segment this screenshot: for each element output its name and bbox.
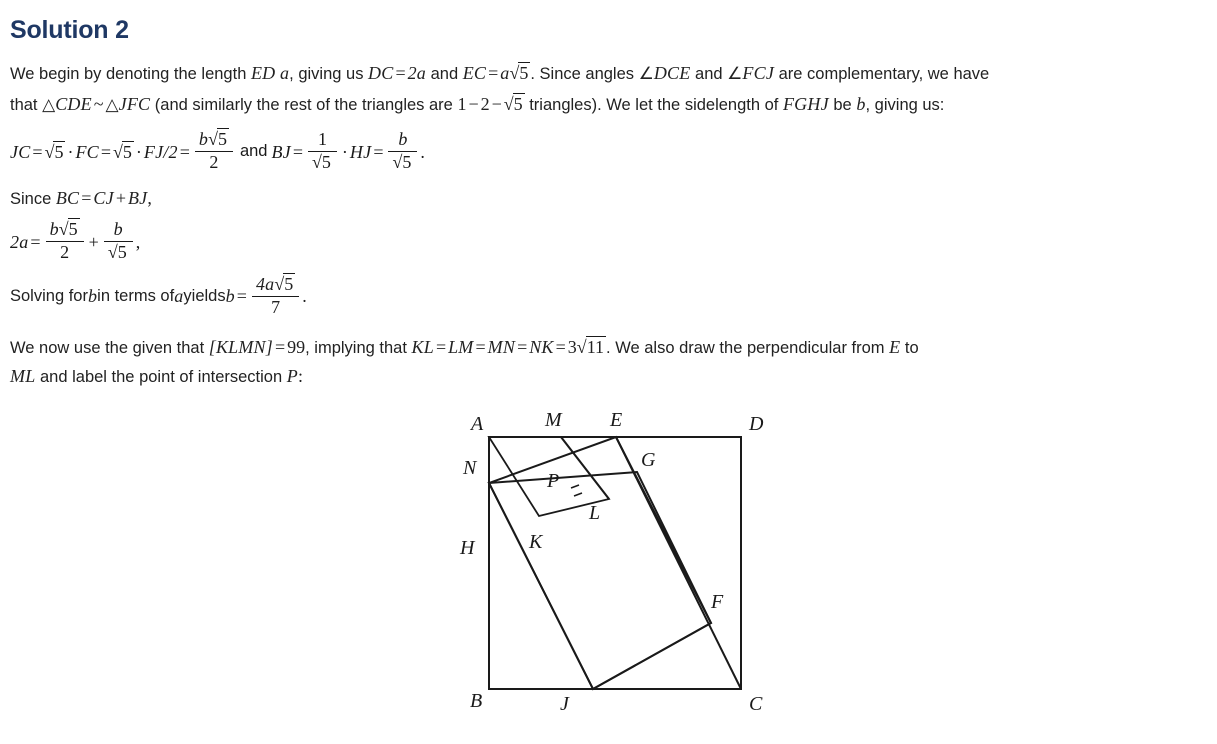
- math-JFC: JFC: [118, 94, 151, 115]
- fraction-numerator-4a: 4a: [255, 274, 275, 295]
- math-colon: :: [297, 366, 303, 387]
- math-similar: ~: [93, 94, 104, 115]
- text-segment: . We also draw the perpendicular from: [606, 339, 890, 358]
- math-MN: MN: [487, 337, 516, 358]
- right-angle-tick-1: [571, 485, 579, 488]
- math-equals: =: [81, 188, 92, 209]
- math-2a: 2a: [10, 231, 29, 252]
- fraction-b-sqrt5-over-2: [195, 129, 233, 174]
- math-FC: FC: [75, 141, 99, 162]
- text-segment: in terms of: [97, 287, 175, 306]
- fraction-numerator-b: b: [49, 219, 59, 240]
- text-segment: , implying that: [305, 339, 412, 358]
- math-plus: +: [88, 231, 99, 252]
- math-DC: DC: [368, 63, 394, 83]
- text-segment: We now use the given that: [10, 339, 209, 358]
- text-segment: . Since angles: [530, 65, 639, 83]
- math-ED: ED: [250, 63, 276, 83]
- math-ML: ML: [10, 366, 36, 387]
- text-segment: Since: [10, 190, 56, 209]
- sqrt-radicand: 5: [54, 141, 64, 162]
- math-BJ: BJ: [127, 188, 148, 209]
- label-A: A: [471, 412, 484, 435]
- math-P: P: [286, 366, 298, 387]
- text-segment: and: [690, 65, 728, 83]
- fraction-denominator: 2: [195, 151, 233, 174]
- label-M: M: [545, 408, 562, 431]
- text-segment: We begin by denoting the length: [10, 65, 251, 83]
- math-plus: +: [115, 188, 126, 209]
- sqrt-5: √5: [312, 152, 331, 173]
- math-minus: −: [468, 94, 479, 115]
- math-equals: =: [100, 141, 112, 162]
- math-FGHJ: FGHJ: [782, 94, 829, 115]
- math-EC: EC: [462, 63, 487, 83]
- text-segment: that: [10, 96, 43, 115]
- math-CJ: CJ: [93, 188, 114, 209]
- solving-line: [10, 274, 1205, 319]
- math-period: .: [302, 286, 307, 307]
- text-segment: (and similarly the rest of the triangles are: [150, 96, 458, 115]
- math-equals: =: [292, 141, 304, 162]
- sqrt-radicand: 11: [586, 337, 605, 358]
- math-HJ: HJ: [349, 141, 372, 162]
- math-99: 99: [287, 337, 306, 358]
- text-segment: be: [828, 96, 857, 115]
- math-equals: =: [32, 141, 43, 162]
- fraction-4a-sqrt5-over-7: [252, 274, 299, 319]
- final-paragraph: [10, 333, 1205, 391]
- since-line: [10, 184, 1205, 213]
- math-equals: =: [555, 337, 566, 358]
- math-b: b: [856, 94, 866, 115]
- fraction-1-over-sqrt5: [308, 129, 337, 174]
- math-comma: ,: [135, 231, 141, 252]
- segment-EC: [616, 437, 741, 689]
- math-a: a: [174, 286, 184, 307]
- fraction-numerator: b: [113, 219, 123, 240]
- equation-line-2: [10, 219, 1205, 264]
- text-segment: and: [426, 65, 463, 83]
- sqrt-radicand: 5: [321, 152, 331, 173]
- math-2a: 2a: [407, 63, 427, 83]
- fraction-b-over-sqrt5: [388, 129, 417, 174]
- math-dot: ·: [341, 141, 348, 162]
- angle-symbol: ∠: [638, 64, 654, 83]
- sqrt-radicand: 5: [513, 94, 523, 115]
- math-1: 1: [457, 94, 467, 115]
- math-equals: =: [395, 63, 406, 83]
- math-3: 3: [567, 337, 577, 358]
- text-segment: , giving us: [289, 65, 369, 83]
- math-dot: ·: [67, 141, 74, 162]
- triangle-symbol: △: [105, 95, 119, 115]
- label-G: G: [641, 448, 656, 471]
- fraction-numerator-b: b: [198, 129, 209, 150]
- fraction-b-sqrt5-over-2: [46, 219, 84, 264]
- text-segment: triangles). We let the sidelength of: [524, 96, 783, 115]
- segment-ML: [561, 437, 609, 499]
- math-equals: =: [274, 337, 286, 358]
- label-N: N: [463, 456, 477, 479]
- sqrt-11: √11: [576, 337, 605, 358]
- fraction-numerator: b: [398, 129, 408, 150]
- sqrt-5: √5: [58, 219, 78, 240]
- math-a-coeff: a: [500, 63, 510, 83]
- text-segment: Solving for: [10, 287, 88, 306]
- math-equals: =: [30, 231, 41, 252]
- label-L: L: [589, 501, 601, 524]
- label-K: K: [529, 530, 543, 553]
- label-J: J: [560, 692, 569, 715]
- label-C: C: [749, 692, 763, 715]
- sqrt-5: √5: [113, 141, 132, 162]
- math-LM: LM: [448, 337, 474, 358]
- math-equals: =: [475, 337, 486, 358]
- math-dot: ·: [135, 141, 142, 162]
- math-equals: =: [236, 286, 247, 307]
- sqrt-5: √5: [208, 129, 227, 150]
- fraction-numerator: 1: [317, 129, 327, 150]
- conjunction-and: and: [239, 142, 268, 161]
- math-area-KLMN: [KLMN]: [208, 337, 273, 358]
- math-FCJ: FCJ: [742, 63, 775, 83]
- page-title: Solution 2: [10, 16, 129, 44]
- math-equals: =: [517, 337, 528, 358]
- math-equals: =: [488, 63, 499, 83]
- math-comma: ,: [147, 188, 152, 209]
- paragraph-2: [10, 90, 1205, 119]
- sqrt-radicand: 5: [68, 219, 78, 240]
- math-b: b: [225, 286, 235, 307]
- math-equals: =: [373, 141, 384, 162]
- math-equals: =: [179, 141, 190, 162]
- sqrt-radicand: 5: [117, 242, 127, 263]
- label-F: F: [711, 590, 724, 613]
- sqrt-5: √5: [509, 63, 529, 83]
- figure-svg: [8, 406, 1217, 726]
- math-BC: BC: [55, 188, 80, 209]
- sqrt-radicand: 5: [402, 152, 412, 173]
- math-equals: =: [435, 337, 447, 358]
- text-segment: and label the point of intersection: [35, 368, 287, 387]
- outer-square-ABCD: [489, 437, 741, 689]
- sqrt-5: √5: [392, 152, 412, 173]
- math-BJ: BJ: [271, 141, 291, 162]
- sqrt-5: √5: [274, 274, 294, 295]
- label-H: H: [460, 536, 475, 559]
- text-segment: to: [900, 339, 919, 358]
- math-DCE: DCE: [653, 63, 691, 83]
- math-E: E: [889, 337, 901, 358]
- sqrt-5: √5: [503, 94, 523, 115]
- fraction-denominator: 7: [252, 296, 299, 319]
- math-b: b: [87, 286, 98, 307]
- right-angle-tick-2: [574, 493, 582, 496]
- math-KL: KL: [411, 337, 434, 358]
- math-a: a: [279, 63, 290, 83]
- sqrt-5: √5: [44, 141, 64, 162]
- math-NK: NK: [529, 337, 554, 358]
- label-E: E: [610, 408, 623, 431]
- triangle-symbol: △: [42, 95, 56, 115]
- sqrt-radicand: 5: [217, 129, 227, 150]
- math-CDE: CDE: [55, 94, 92, 115]
- sqrt-radicand: 5: [122, 141, 132, 162]
- label-B: B: [470, 689, 483, 712]
- text-segment: are complementary, we have: [774, 65, 990, 83]
- math-2: 2: [480, 94, 490, 115]
- equation-line-1: [10, 129, 1205, 174]
- geometry-figure: [8, 406, 1217, 726]
- label-P: P: [547, 469, 560, 492]
- text-segment: yields: [183, 287, 226, 306]
- math-JC: JC: [10, 141, 31, 162]
- sqrt-radicand: 5: [519, 63, 529, 83]
- math-period: .: [420, 141, 425, 162]
- math-FJ-over-2: FJ/2: [143, 141, 178, 162]
- label-D: D: [749, 412, 764, 435]
- fraction-denominator: 2: [46, 241, 84, 264]
- math-minus: −: [491, 94, 502, 115]
- sqrt-radicand: 5: [284, 274, 294, 295]
- text-segment: , giving us:: [865, 96, 945, 115]
- fraction-b-over-sqrt5: [104, 219, 133, 264]
- angle-symbol: ∠: [727, 64, 743, 83]
- sqrt-5: √5: [107, 242, 127, 263]
- paragraph-1: [10, 59, 1205, 88]
